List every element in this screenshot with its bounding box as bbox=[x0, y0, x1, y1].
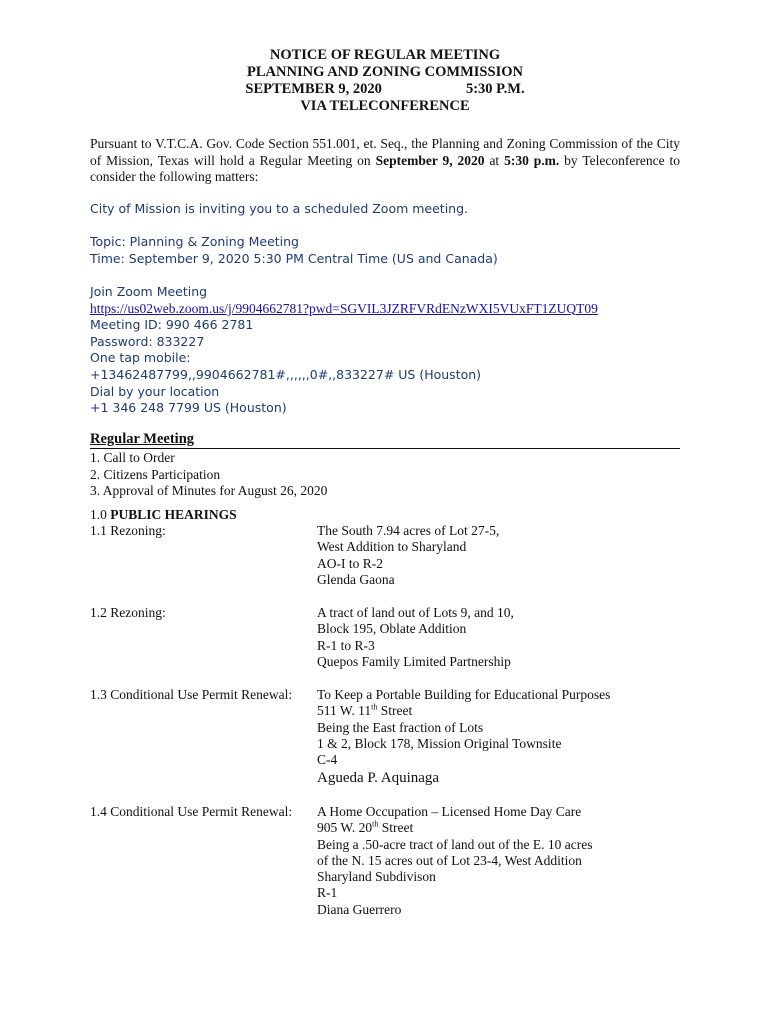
hearing-line: R-1 to R-3 bbox=[317, 637, 375, 653]
zoom-one-tap-number: +13462487799,,9904662781#,,,,,,0#,,833227# US (Houston) bbox=[90, 366, 482, 382]
intro-text: at bbox=[484, 152, 505, 168]
hearing-line: Block 195, Oblate Addition bbox=[317, 621, 467, 637]
zoom-join-block bbox=[90, 284, 598, 417]
hearing-line: AO-I to R-2 bbox=[317, 555, 383, 571]
hearing-label: 1.1 Rezoning: bbox=[90, 523, 166, 538]
hearing-details bbox=[317, 687, 697, 788]
hearing-line: Sharyland Subdivison bbox=[317, 869, 436, 885]
hearing-address bbox=[317, 820, 697, 836]
zoom-topic: Topic: Planning & Zoning Meeting bbox=[90, 234, 299, 249]
regular-meeting-title: Regular Meeting bbox=[90, 431, 195, 447]
agenda-item: 2. Citizens Participation bbox=[90, 466, 221, 482]
hearing-label: 1.2 Rezoning: bbox=[90, 605, 166, 620]
hearing-line: To Keep a Portable Building for Educational Purposes bbox=[317, 687, 611, 702]
hearing-line: Quepos Family Limited Partnership bbox=[317, 653, 511, 669]
address-number: 511 W. 11 bbox=[317, 703, 372, 719]
intro-text: Pursuant to V.T.C.A. Gov. Code Section 551.001, et. Seq., the Planning and Zoning Commission of the City of Mission, Texas will hold a Regular Meeting on bbox=[90, 136, 680, 168]
hearing-line: The South 7.94 acres of Lot 27-5, bbox=[317, 523, 500, 538]
hearing-details bbox=[317, 523, 697, 588]
agenda-list bbox=[90, 450, 327, 500]
hearing-line: R-1 bbox=[317, 885, 338, 901]
hearing-applicant: Diana Guerrero bbox=[317, 901, 402, 917]
meeting-time: 5:30 P.M. bbox=[465, 81, 525, 97]
zoom-dial-label: Dial by your location bbox=[90, 383, 220, 399]
hearing-line: A tract of land out of Lots 9, and 10, bbox=[317, 605, 514, 620]
zoom-one-tap-label: One tap mobile: bbox=[90, 350, 191, 366]
zoom-invite: City of Mission is inviting you to a scheduled Zoom meeting. bbox=[90, 201, 469, 216]
zoom-meeting-link[interactable]: https://us02web.zoom.us/j/9904662781?pwd=SGVIL3JZRFVRdENzWXI5VUxFT1ZUQT09 bbox=[90, 300, 598, 316]
section-number: 1.0 bbox=[90, 507, 107, 522]
zoom-dial-number: +1 346 248 7799 US (Houston) bbox=[90, 400, 287, 416]
address-suffix: th bbox=[372, 819, 379, 829]
intro-text: by Teleconference to consider the following matters: bbox=[90, 152, 680, 185]
commission-name: PLANNING AND ZONING COMMISSION bbox=[247, 64, 523, 80]
hearing-line: Glenda Gaona bbox=[317, 571, 395, 587]
agenda-item: 3. Approval of Minutes for August 26, 2020 bbox=[90, 483, 328, 498]
agenda-item: 1. Call to Order bbox=[90, 450, 175, 465]
hearing-line: Being the East fraction of Lots bbox=[317, 719, 484, 735]
public-hearings-heading bbox=[90, 507, 237, 524]
hearing-applicant: Agueda P. Aquinaga bbox=[317, 770, 440, 787]
hearing-details bbox=[317, 804, 697, 918]
hearing-line: of the N. 15 acres out of Lot 23-4, West Addition bbox=[317, 852, 582, 868]
zoom-topic-block bbox=[90, 234, 498, 267]
zoom-time: Time: September 9, 2020 5:30 PM Central Time (US and Canada) bbox=[90, 250, 498, 266]
meeting-format: VIA TELECONFERENCE bbox=[300, 98, 470, 114]
intro-date: September 9, 2020 bbox=[375, 152, 485, 168]
section-title: PUBLIC HEARINGS bbox=[110, 507, 237, 522]
hearing-line: West Addition to Sharyland bbox=[317, 539, 467, 555]
hearing-line: 1 & 2, Block 178, Mission Original Townsite bbox=[317, 735, 562, 751]
hearing-line: Being a .50-acre tract of land out of the E. 10 acres bbox=[317, 836, 593, 852]
hearing-details bbox=[317, 605, 697, 670]
meeting-date: SEPTEMBER 9, 2020 bbox=[245, 81, 382, 97]
notice-header bbox=[0, 47, 770, 115]
intro-paragraph bbox=[90, 136, 680, 186]
notice-title: NOTICE OF REGULAR MEETING bbox=[269, 47, 501, 63]
hearing-label: 1.4 Conditional Use Permit Renewal: bbox=[90, 804, 293, 819]
regular-meeting-heading bbox=[90, 431, 680, 449]
hearing-label: 1.3 Conditional Use Permit Renewal: bbox=[90, 687, 293, 702]
hearing-line: C-4 bbox=[317, 752, 338, 768]
address-suffix: th bbox=[371, 702, 378, 712]
address-street: Street bbox=[377, 703, 413, 719]
zoom-join-label: Join Zoom Meeting bbox=[90, 284, 208, 299]
hearing-line: A Home Occupation – Licensed Home Day Care bbox=[317, 804, 582, 819]
intro-time: 5:30 p.m. bbox=[504, 152, 560, 168]
zoom-meeting-id: Meeting ID: 990 466 2781 bbox=[90, 317, 254, 333]
meeting-date-time bbox=[245, 81, 524, 98]
address-street: Street bbox=[378, 820, 414, 836]
zoom-password: Password: 833227 bbox=[90, 333, 205, 349]
hearing-address bbox=[317, 703, 697, 719]
address-number: 905 W. 20 bbox=[317, 820, 373, 836]
